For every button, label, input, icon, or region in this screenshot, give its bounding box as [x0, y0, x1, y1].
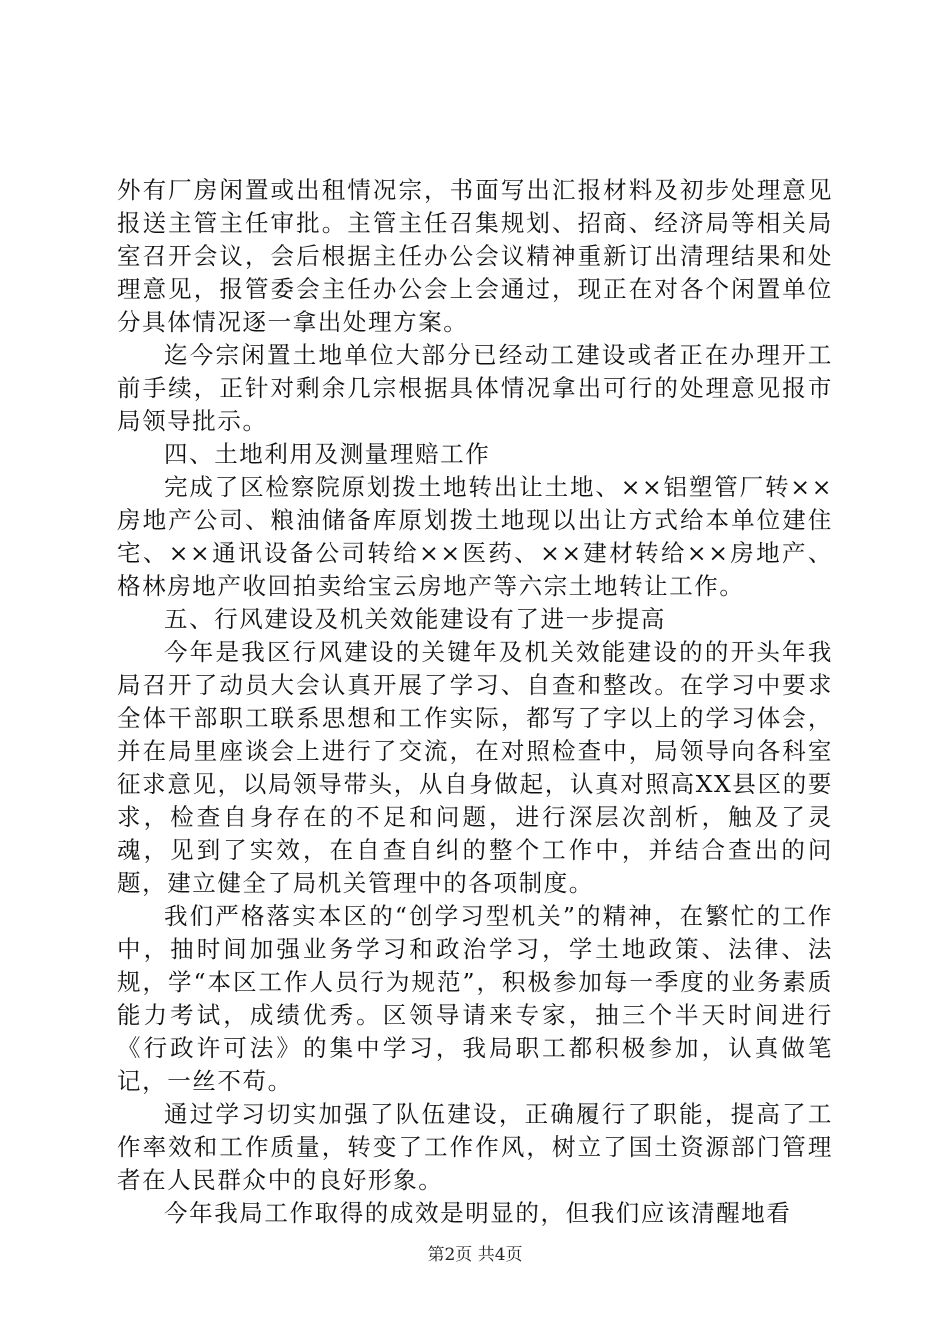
paragraph-1: 外有厂房闲置或出租情况宗，书面写出汇报材料及初步处理意见报送主管主任审批。主管主任召集规划、招商、经济局等相关局室召开会议，会后根据主任办公会议精神重新订出清理结果和处理意见，报管委会主任办公会上会通过，现正在对各个闲置单位分具体情况逐一拿出处理方案。 [117, 176, 833, 336]
section-heading-4: 四、土地利用及测量理赔工作 [164, 440, 491, 468]
paragraph-4: 今年是我区行风建设的关键年及机关效能建设的的开头年我局召开了动员大会认真开展了学习、自查和整改。在学习中要求全体干部职工联系思想和工作实际，都写了字以上的学习体会，并在局里座谈会上进行了交流，在对照检查中，局领导向各科室征求意见，以局领导带头，从自身做起，认真对照高XX县区的要求，检查自身存在的不足和问题，进行深层次剖析，触及了灵魂，见到了实效，在自查自纠的整个工作中，并结合查出的问题，建立健全了局机关管理中的各项制度。 [117, 638, 833, 897]
paragraph-3: 完成了区检察院原划拨土地转出让土地、××铝塑管厂转××房地产公司、粮油储备库原划拨土地现以出让方式给本单位建住宅、××通讯设备公司转给××医药、××建材转给××房地产、格林房地产收回拍卖给宝云房地产等六宗土地转让工作。 [117, 473, 833, 600]
paragraph-7: 今年我局工作取得的成效是明显的，但我们应该清醒地看 [164, 1199, 792, 1227]
paragraph-5: 我们严格落实本区的“创学习型机关”的精神，在繁忙的工作中，抽时间加强业务学习和政治学习，学土地政策、法律、法规，学“本区工作人员行为规范”，积极参加每一季度的业务素质能力考试，成绩优秀。区领导请来专家，抽三个半天时间进行《行政许可法》的集中学习，我局职工都积极参加，认真做笔记，一丝不苟。 [117, 902, 833, 1095]
document-body [117, 174, 833, 1230]
section-heading-5: 五、行风建设及机关效能建设有了进一步提高 [164, 605, 666, 633]
paragraph-2: 迄今宗闲置土地单位大部分已经动工建设或者正在办理开工前手续，正针对剩余几宗根据具体情况拿出可行的处理意见报市局领导批示。 [117, 341, 833, 435]
paragraph-6: 通过学习切实加强了队伍建设，正确履行了职能，提高了工作率效和工作质量，转变了工作作风，树立了国土资源部门管理者在人民群众中的良好形象。 [117, 1100, 833, 1194]
page-footer: 第2页 共4页 [427, 1245, 523, 1265]
